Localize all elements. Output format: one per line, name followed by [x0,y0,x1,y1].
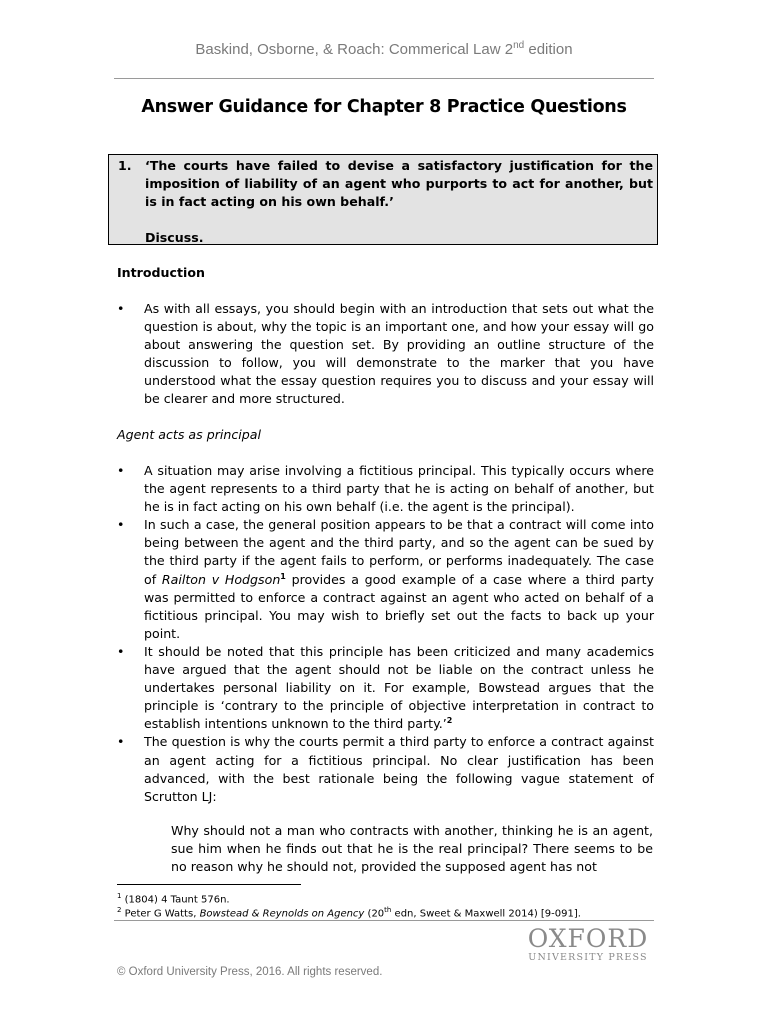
bullet-text: A situation may arise involving a fictitious principal. This typically occurs where the agent represents to a third party that he is acting on behalf of another, but he is in fact acting on his own behalf (i.e. the agent is the principal). [144,463,654,515]
footnote-text: (20 [364,908,385,920]
bullet-text: The question is why the courts permit a third party to enforce a contract against an agent acting for a fictitious principal. No clear justification has been advanced, with the best rationale being the following vague statement of Scrutton LJ: [144,734,654,804]
header-superscript: nd [513,40,525,51]
section-heading-introduction: Introduction [117,265,205,280]
header-text: Baskind, Osborne, & Roach: Commerical Law 2 [195,41,514,58]
bullet-icon: • [117,463,125,478]
footnote-text: (1804) 4 Taunt 576n. [121,894,230,906]
footnote-number: 1 [117,892,122,900]
bullet-text: As with all essays, you should begin with an introduction that sets out what the question is about, why the topic is an important one, and how your essay will go about answering the question set. By providing an outline structure of the discussion to follow, you will demonstrate to the marker that you have understood what the essay question requires you to discuss and your essay will be clearer and more structured. [144,301,654,407]
footer-divider [114,920,654,921]
bullet-icon: • [117,643,125,659]
list-item [117,733,654,805]
question-number: 1. [118,158,132,173]
block-quote: Why should not a man who contracts with another, thinking he is an agent, sue him when he finds out that he is the real principal? There seems to be no reason why he should not, provided the supposed agent has not [171,823,653,875]
question-instruction: Discuss. [145,230,204,245]
header-suffix: edition [524,41,573,58]
list-item [117,462,654,516]
list-item [117,643,654,733]
footnote-text: edn, Sweet & Maxwell 2014) [9-091]. [391,908,581,920]
footnote-ref[interactable]: 2 [446,716,453,726]
footnote-number: 2 [117,906,122,914]
introduction-list [117,300,654,409]
running-header [0,40,768,58]
footnote-ref[interactable]: 1 [280,571,286,581]
footnote-2 [117,904,581,920]
footnote-book-title: Bowstead & Reynolds on Agency [199,908,365,920]
footnote-text: Peter G Watts, [121,908,200,920]
bullet-icon: • [117,301,125,316]
footnote-divider [117,884,301,885]
list-item [117,516,654,643]
logo-subtitle: UNIVERSITY PRESS [528,952,648,963]
bullet-icon: • [117,517,125,533]
bullet-icon: • [117,734,125,750]
case-name: Railton v Hodgson [161,571,281,587]
page-title: Answer Guidance for Chapter 8 Practice Questions [141,97,627,117]
copyright-notice: © Oxford University Press, 2016. All rights reserved. [117,966,383,978]
header-divider [114,78,654,79]
list-item [117,300,654,409]
bullet-text: In such a case, the general position appears to be that a contract will come into being between the agent and the third party, and so the agent can be sued by the third party if the agent fails to perform, or performs inadequately. The case of [144,517,654,587]
question-box [108,154,658,245]
footnote-superscript: th [384,906,392,914]
question-text: ‘The courts have failed to devise a satisfactory justification for the imposition of liability of an agent who purports to act for another, but is in fact acting on his own behalf.’ [145,158,653,210]
agent-list [117,462,654,806]
bullet-text-cont: provides a good example of a case where a third party was permitted to enforce a contract against an agent who acted on behalf of a fictitious principal. You may wish to briefly set out the facts to back up your point. [144,571,654,641]
section-heading-agent-as-principal: Agent acts as principal [117,427,261,442]
logo-wordmark: OXFORD [527,924,649,953]
oxford-logo [522,926,654,963]
bullet-text: It should be noted that this principle has been criticized and many academics have argued that the agent should not be liable on the contract unless he undertakes personal liability on it. For example, Bowstead argues that the principle is ‘contrary to the principle of objective interpretation in contract to establish intentions unknown to the third party.’ [144,643,654,732]
